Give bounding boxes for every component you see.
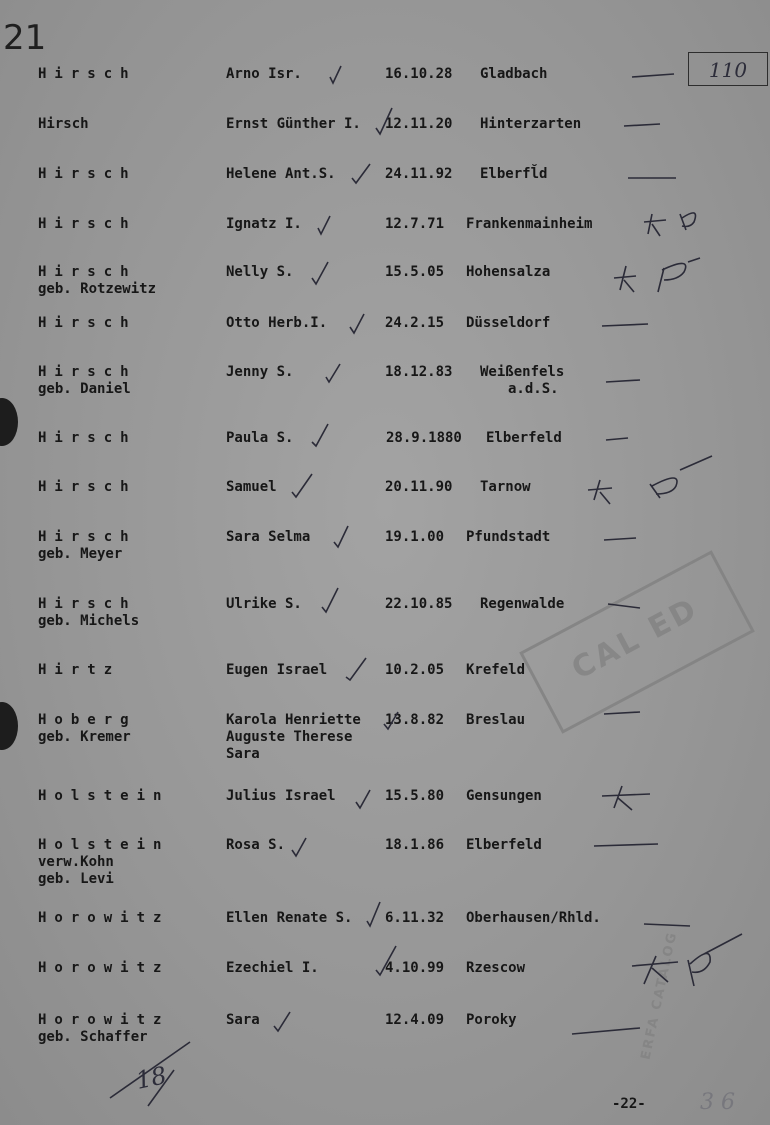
check-mark <box>326 364 340 382</box>
birth-place: Hohensalza <box>466 264 551 280</box>
birth-date: 6.11.32 <box>385 910 445 926</box>
given-name: Auguste Therese <box>226 729 353 745</box>
given-name: Karola Henriette <box>226 712 361 728</box>
birth-date: 19.1.00 <box>385 529 445 545</box>
birth-date: 13.8.82 <box>385 712 445 728</box>
surname: Hirsch <box>38 430 137 446</box>
surname: Holstein <box>38 837 170 853</box>
birth-date: 16.10.28 <box>385 66 453 82</box>
birth-place: Oberhausen/Rhld. <box>466 910 601 926</box>
maiden-name: geb. Schaffer <box>38 1029 148 1045</box>
kp-mark <box>644 213 696 236</box>
k-mark <box>602 786 650 810</box>
maiden-name: geb. Levi <box>38 871 114 887</box>
birth-place: Elberfl̆d <box>480 166 548 182</box>
check-mark <box>292 838 306 856</box>
birth-place: Breslau <box>466 712 526 728</box>
birth-date: 24.11.92 <box>385 166 453 182</box>
surname: Hirsch <box>38 216 137 232</box>
birth-place: a.d.S. <box>508 381 559 397</box>
given-name: Eugen Israel <box>226 662 328 678</box>
maiden-name: geb. Kremer <box>38 729 131 745</box>
birth-place: Elberfeld <box>486 430 562 446</box>
given-name: Ellen Renate S. <box>226 910 353 926</box>
dash-mark <box>608 604 640 608</box>
surname: Hirsch <box>38 596 137 612</box>
dash-mark <box>604 538 636 540</box>
given-name: Sara Selma <box>226 529 311 545</box>
given-name: Helene Ant.S. <box>226 166 336 182</box>
birth-date: 12.11.20 <box>385 116 453 132</box>
check-mark <box>352 164 370 183</box>
check-mark <box>318 216 330 234</box>
birth-date: 15.5.80 <box>385 788 445 804</box>
check-mark <box>322 588 338 612</box>
birth-place: Poroky <box>466 1012 517 1028</box>
given-name: Sara <box>226 746 260 762</box>
surname: Hirsch <box>38 364 137 380</box>
check-mark <box>334 526 348 547</box>
birth-date: 10.2.05 <box>385 662 445 678</box>
check-mark <box>346 658 366 680</box>
birth-date: 18.1.86 <box>385 837 445 853</box>
maiden-name: verw.Kohn <box>38 854 114 870</box>
given-name: Nelly S. <box>226 264 294 280</box>
maiden-name: geb. Daniel <box>38 381 131 397</box>
dash-mark <box>594 844 658 846</box>
check-mark <box>274 1012 290 1031</box>
surname: Hirsch <box>38 264 137 280</box>
kp-mark <box>588 456 712 504</box>
handwritten-folio: 3 6 <box>700 1090 735 1115</box>
kp-mark <box>632 934 742 986</box>
birth-date: 20.11.90 <box>385 479 453 495</box>
birth-place: Weißenfels <box>480 364 565 380</box>
check-mark <box>376 946 396 975</box>
given-name: Jenny S. <box>226 364 294 380</box>
dash-mark <box>604 712 640 714</box>
given-name: Samuel <box>226 479 277 495</box>
given-name: Ulrike S. <box>226 596 302 612</box>
birth-date: 18.12.83 <box>385 364 453 380</box>
birth-place: Pfundstadt <box>466 529 551 545</box>
check-mark <box>292 474 312 497</box>
surname: Hirsch <box>38 66 137 82</box>
dash-mark <box>606 380 640 382</box>
dash-mark <box>602 324 648 326</box>
surname: Hirtz <box>38 662 121 678</box>
birth-place: Rzescow <box>466 960 526 976</box>
surname: Horowitz <box>38 1012 170 1028</box>
surname: Hoberg <box>38 712 137 728</box>
dash-mark <box>624 124 660 126</box>
birth-date: 28.9.1880 <box>386 430 462 446</box>
birth-date: 12.4.09 <box>385 1012 445 1028</box>
birth-place: Gladbach <box>480 66 548 82</box>
birth-date: 4.10.99 <box>385 960 445 976</box>
birth-place: Hinterzarten <box>480 116 582 132</box>
given-name: Julius Israel <box>226 788 336 804</box>
received-stamp: CAL ED <box>519 550 755 734</box>
check-mark <box>312 424 328 446</box>
box-number: 110 <box>688 52 768 86</box>
birth-place: Elberfeld <box>466 837 542 853</box>
dash-mark <box>572 1028 640 1034</box>
handwritten-number: 18 <box>133 1061 170 1095</box>
maiden-name: geb. Rotzewitz <box>38 281 157 297</box>
surname: Hirsch <box>38 315 137 331</box>
maiden-name: geb. Michels <box>38 613 140 629</box>
surname: Hirsch <box>38 166 137 182</box>
birth-date: 15.5.05 <box>385 264 445 280</box>
check-mark <box>376 108 392 134</box>
check-mark <box>350 314 364 333</box>
check-mark <box>384 712 398 729</box>
surname: Hirsch <box>38 529 137 545</box>
kp-mark <box>614 258 700 292</box>
given-name: Otto Herb.I. <box>226 315 328 331</box>
given-name: Paula S. <box>226 430 294 446</box>
given-name: Rosa S. <box>226 837 286 853</box>
birth-date: 24.2.15 <box>385 315 445 331</box>
check-mark <box>367 902 380 926</box>
dash-mark <box>644 924 690 926</box>
surname: Hirsch <box>38 479 137 495</box>
birth-place: Tarnow <box>480 479 531 495</box>
surname: Horowitz <box>38 960 170 976</box>
check-mark <box>330 66 341 83</box>
maiden-name: geb. Meyer <box>38 546 123 562</box>
birth-date: 12.7.71 <box>385 216 445 232</box>
given-name: Sara <box>226 1012 260 1028</box>
given-name: Arno Isr. <box>226 66 302 82</box>
given-name: Ezechiel I. <box>226 960 319 976</box>
dash-mark <box>606 438 628 440</box>
birth-place: Düsseldorf <box>466 315 551 331</box>
birth-place: Gensungen <box>466 788 542 804</box>
sheet-number-handwritten: 21 <box>3 18 47 58</box>
birth-date: 22.10.85 <box>385 596 453 612</box>
birth-place: Krefeld <box>466 662 526 678</box>
page-number: -22- <box>612 1096 646 1112</box>
dash-mark <box>632 74 674 77</box>
catalog-stamp: ERFA CATALOG <box>638 929 681 1062</box>
birth-place: Frankenmainheim <box>466 216 593 232</box>
birth-place: Regenwalde <box>480 596 565 612</box>
check-mark <box>312 262 328 284</box>
given-name: Ignatz I. <box>226 216 302 232</box>
surname: Horowitz <box>38 910 170 926</box>
surname: Hirsch <box>38 116 89 132</box>
check-mark <box>356 790 370 808</box>
given-name: Ernst Günther I. <box>226 116 361 132</box>
surname: Holstein <box>38 788 170 804</box>
